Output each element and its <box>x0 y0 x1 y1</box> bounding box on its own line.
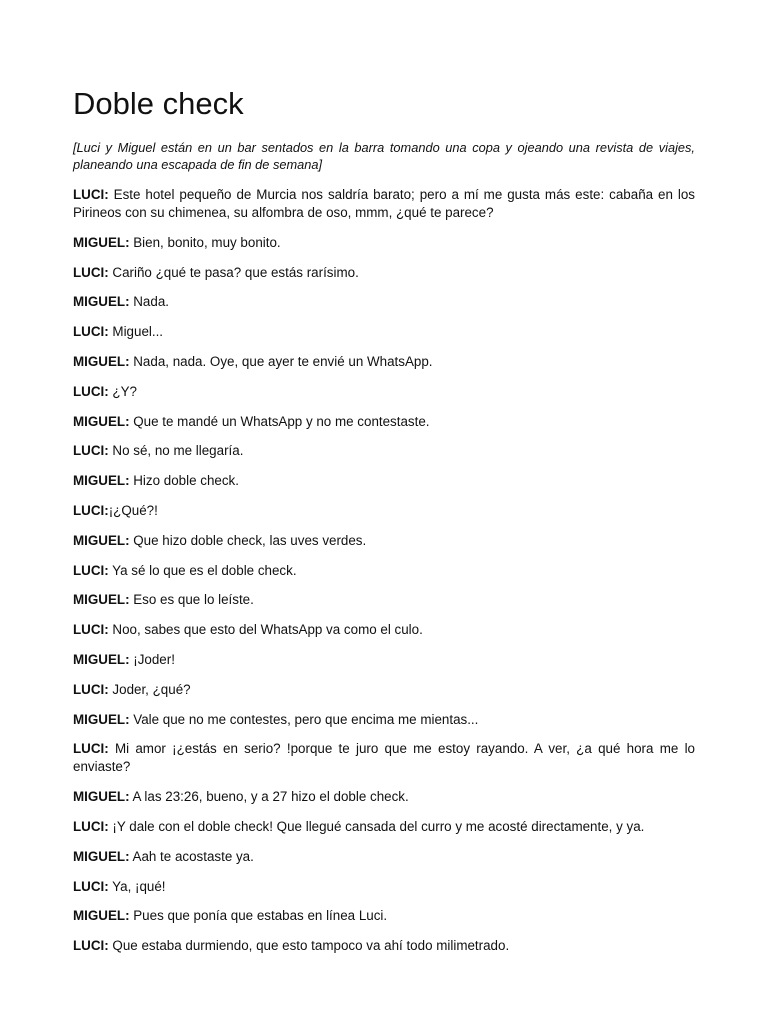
speaker-name: LUCI: <box>73 938 109 954</box>
line-text: No sé, no me llegaría. <box>108 443 244 459</box>
speaker-name: LUCI: <box>73 264 109 280</box>
dialogue-line <box>73 848 695 866</box>
dialogue-line <box>73 651 695 669</box>
dialogue-line <box>73 591 695 609</box>
dialogue-line <box>73 502 695 520</box>
speaker-name: LUCI: <box>73 741 109 757</box>
document-page <box>73 84 695 967</box>
dialogue-line <box>73 621 695 639</box>
speaker-name: LUCI: <box>73 187 109 202</box>
dialogue-line <box>73 532 695 550</box>
line-text: Que estaba durmiendo, que esto tampoco va ahí todo milimetrado. <box>108 938 510 954</box>
line-text: Cariño ¿qué te pasa? que estás rarísimo. <box>108 264 359 280</box>
line-text: A las 23:26, bueno, y a 27 hizo el doble check. <box>129 789 409 805</box>
dialogue-line <box>73 740 695 776</box>
speaker-name: LUCI: <box>73 324 109 340</box>
line-text: Ya sé lo que es el doble check. <box>108 562 297 578</box>
speaker-name: LUCI: <box>73 443 109 459</box>
dialogue-line <box>73 323 695 341</box>
line-text: Bien, bonito, muy bonito. <box>129 234 281 250</box>
line-text: Nada. <box>129 294 169 310</box>
dialogue-line <box>73 293 695 311</box>
line-text: ¡Y dale con el doble check! Que llegué cansada del curro y me acosté directamente, y ya. <box>108 818 645 834</box>
line-text: Pues que ponía que estabas en línea Luci. <box>129 908 388 924</box>
line-text: Eso es que lo leíste. <box>129 592 254 608</box>
speaker-name: LUCI: <box>73 502 109 518</box>
line-text: Mi amor ¡¿estás en serio? !porque te juro que me estoy rayando. A ver, ¿a qué hora me lo enviaste? <box>73 741 695 775</box>
speaker-name: LUCI: <box>73 622 109 638</box>
speaker-name: LUCI: <box>73 562 109 578</box>
line-text: Miguel... <box>108 324 164 340</box>
speaker-name: MIGUEL: <box>73 413 130 429</box>
line-text: ¡¿Qué?! <box>108 502 158 518</box>
speaker-name: MIGUEL: <box>73 651 130 667</box>
dialogue-line <box>73 353 695 371</box>
dialogue-line <box>73 264 695 282</box>
dialogue-line <box>73 681 695 699</box>
line-text: Que te mandé un WhatsApp y no me contestaste. <box>129 413 430 429</box>
dialogue <box>73 186 695 955</box>
line-text: Este hotel pequeño de Murcia nos saldría barato; pero a mí me gusta más este: cabaña en los Pirineos con su chimenea, su alfombra de oso, mmm, ¿qué te parece? <box>73 187 695 220</box>
speaker-name: MIGUEL: <box>73 789 130 805</box>
dialogue-line <box>73 186 695 222</box>
speaker-name: LUCI: <box>73 818 109 834</box>
line-text: Noo, sabes que esto del WhatsApp va como el culo. <box>108 622 423 638</box>
dialogue-line <box>73 234 695 252</box>
line-text: Nada, nada. Oye, que ayer te envié un WhatsApp. <box>129 353 433 369</box>
line-text: Ya, ¡qué! <box>108 878 166 894</box>
line-text: Hizo doble check. <box>129 473 239 489</box>
speaker-name: LUCI: <box>73 878 109 894</box>
dialogue-line <box>73 878 695 896</box>
dialogue-line <box>73 818 695 836</box>
speaker-name: MIGUEL: <box>73 848 130 864</box>
dialogue-line <box>73 472 695 490</box>
dialogue-line <box>73 383 695 401</box>
dialogue-line <box>73 413 695 431</box>
line-text: Aah te acostaste ya. <box>129 848 254 864</box>
dialogue-line <box>73 788 695 806</box>
speaker-name: MIGUEL: <box>73 908 130 924</box>
speaker-name: MIGUEL: <box>73 592 130 608</box>
dialogue-line <box>73 937 695 955</box>
dialogue-line <box>73 442 695 460</box>
dialogue-line <box>73 562 695 580</box>
line-text: Joder, ¿qué? <box>108 681 191 697</box>
speaker-name: MIGUEL: <box>73 234 130 250</box>
line-text: ¿Y? <box>108 383 137 399</box>
dialogue-line <box>73 907 695 925</box>
speaker-name: MIGUEL: <box>73 353 130 369</box>
document-title: Doble check <box>73 86 244 121</box>
stage-direction: [Luci y Miguel están en un bar sentados en la barra tomando una copa y ojeando una revista de viajes, planeando una escapada de fin de semana] <box>73 140 695 172</box>
speaker-name: MIGUEL: <box>73 711 130 727</box>
speaker-name: MIGUEL: <box>73 473 130 489</box>
speaker-name: MIGUEL: <box>73 294 130 310</box>
line-text: ¡Joder! <box>129 651 175 667</box>
speaker-name: LUCI: <box>73 681 109 697</box>
line-text: Que hizo doble check, las uves verdes. <box>129 532 367 548</box>
line-text: Vale que no me contestes, pero que encima me mientas... <box>129 711 479 727</box>
dialogue-line <box>73 711 695 729</box>
speaker-name: LUCI: <box>73 383 109 399</box>
speaker-name: MIGUEL: <box>73 532 130 548</box>
